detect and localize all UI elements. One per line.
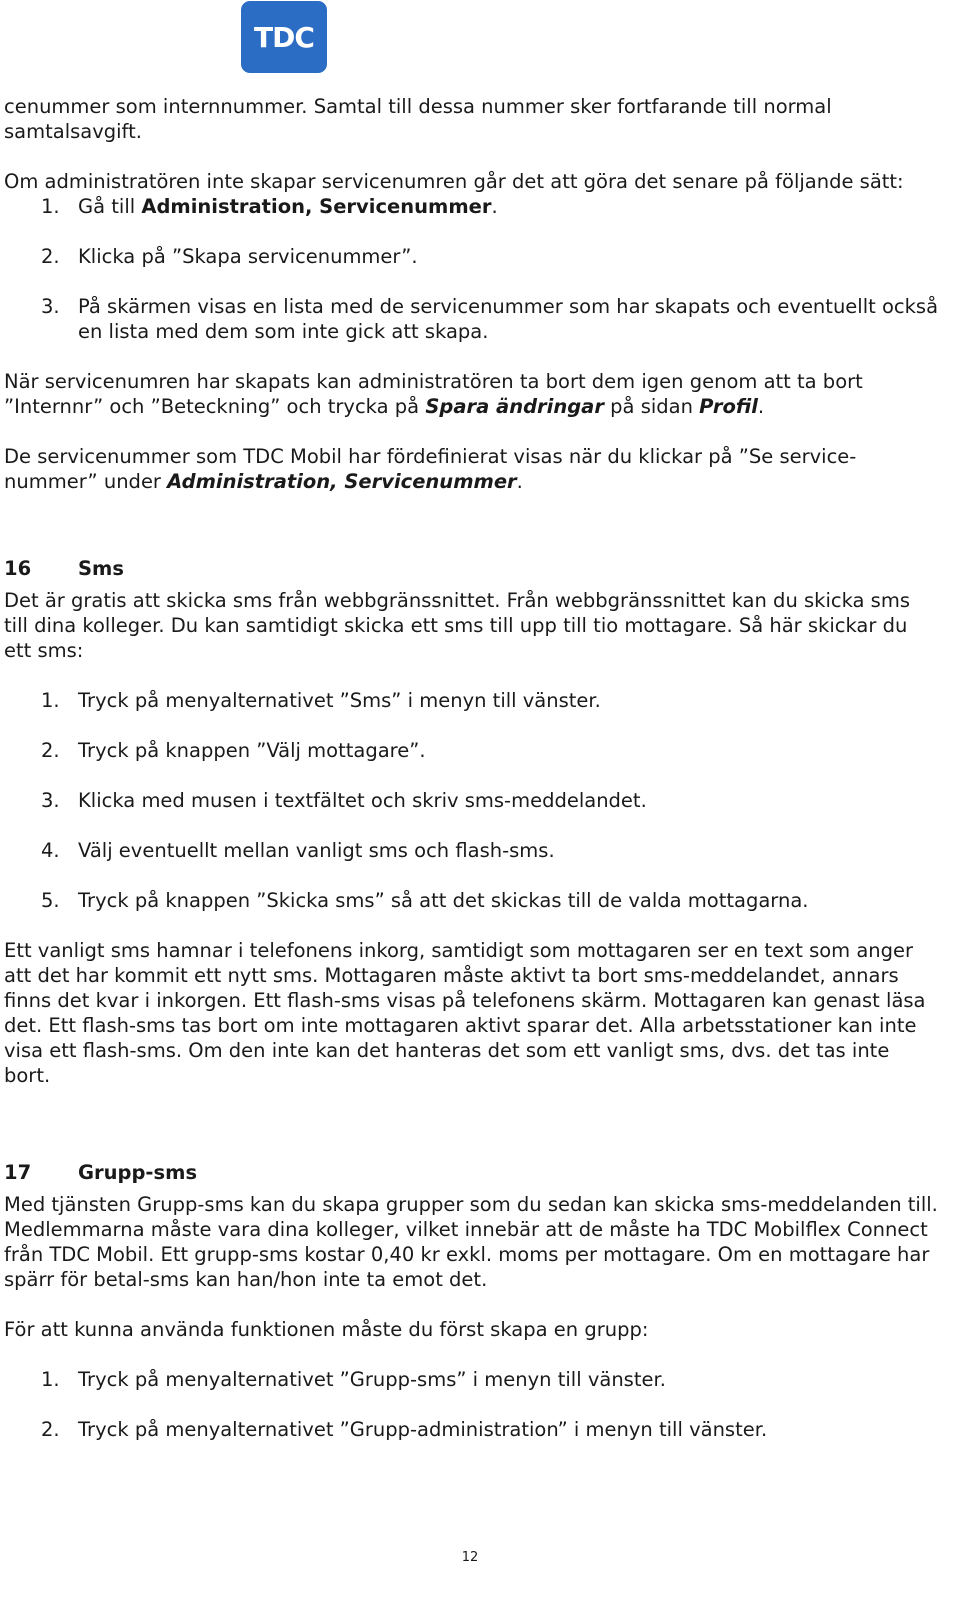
list-text: Tryck på menyalternativet ”Grupp-administration” i menyn till vänster. <box>78 1418 768 1441</box>
paragraph-sms-intro: Det är gratis att skicka sms från webbgränssnittet. Från webbgränssnittet kan du skicka sms till dina kolleger. Du kan samtidigt skicka ett sms till upp till tio mottagare. Så här skickar du ett sms: <box>4 589 910 662</box>
list-text: Tryck på menyalternativet ”Sms” i menyn till vänster. <box>78 689 601 712</box>
paragraph-grupp-lead: För att kunna använda funktionen måste du först skapa en grupp: <box>4 1318 649 1341</box>
list-number: 1. <box>41 1368 60 1391</box>
list-item <box>4 788 939 813</box>
list-text: Tryck på knappen ”Välj mottagare”. <box>78 739 426 762</box>
menu-path: Administration, Servicenummer <box>167 470 517 493</box>
text-part: När servicenumren har skapats kan administratören ta bort dem igen genom att ta bort ”Internnr” och ”Beteckning” och trycka på <box>4 370 863 418</box>
list-number: 2. <box>41 1418 60 1441</box>
list-grupp-steps <box>4 1367 939 1442</box>
list-item <box>4 294 939 344</box>
text-part: . <box>516 470 523 493</box>
list-item <box>4 1367 939 1392</box>
section-title: Sms <box>78 557 124 580</box>
text-part: De servicenummer som TDC Mobil har fördefinierat visas när du klickar på ”Se service-nummer” under <box>4 445 857 493</box>
menu-path: Administration, Servicenummer <box>141 195 492 218</box>
list-number: 2. <box>41 739 60 762</box>
paragraph-grupp-intro: Med tjänsten Grupp-sms kan du skapa grupper som du sedan kan skicka sms-meddelanden till. Medlemmarna måste vara dina kolleger, vilket innebär att de måste ha TDC Mobilflex Connect från TDC Mobil. Ett grupp-sms kostar 0,40 kr exkl. moms per mottagare. Om en mottagare har spärr för betal-sms kan han/hon inte ta emot det. <box>4 1193 938 1291</box>
document-body <box>4 94 939 1442</box>
text-part: . <box>757 395 765 418</box>
list-number: 3. <box>41 789 60 812</box>
paragraph-admin-later: Om administratören inte skapar servicenumren går det att göra det senare på följande sätt: <box>4 170 904 193</box>
paragraph-sms-body: Ett vanligt sms hamnar i telefonens inkorg, samtidigt som mottagaren ser en text som anger att det har kommit ett nytt sms. Mottagaren måste aktivt ta bort sms-meddelandet, annars finns det kvar i inkorgen. Ett flash-sms visas på telefonens skärm. Mottagaren kan genast läsa det. Ett flash-sms tas bort om inte mottagaren aktivt sparar det. Alla arbetsstationer kan inte visa ett flash-sms. Om den inte kan det hanteras det som ett vanligt sms, dvs. det tas inte bort. <box>4 939 926 1087</box>
list-item <box>4 838 939 863</box>
text-part: på sidan <box>603 395 700 418</box>
list-number: 3. <box>41 295 60 318</box>
list-number: 5. <box>41 889 60 912</box>
list-text: Klicka på ”Skapa servicenummer”. <box>78 245 418 268</box>
list-service-steps <box>4 194 939 344</box>
spara-andringar-label: Spara ändringar <box>425 395 604 418</box>
list-number: 1. <box>41 689 60 712</box>
list-item <box>4 738 939 763</box>
list-item <box>4 194 939 219</box>
section-number: 16 <box>4 557 32 580</box>
section-heading-grupp-sms <box>4 1160 939 1185</box>
list-text <box>78 194 939 219</box>
list-sms-steps <box>4 688 939 913</box>
list-text-part: Gå till <box>78 195 142 218</box>
page-number: 12 <box>461 1550 479 1565</box>
paragraph-remove-service <box>4 369 939 419</box>
list-text: Tryck på menyalternativet ”Grupp-sms” i menyn till vänster. <box>78 1368 666 1391</box>
list-text: På skärmen visas en lista med de servicenummer som har skapats och eventuellt också en lista med dem som inte gick att skapa. <box>78 295 939 343</box>
section-heading-sms <box>4 556 939 581</box>
list-number: 2. <box>41 245 60 268</box>
paragraph-predefined <box>4 444 939 494</box>
list-item <box>4 244 939 269</box>
list-number: 1. <box>41 195 60 218</box>
paragraph-intro: cenummer som internnummer. Samtal till dessa nummer sker fortfarande till normal samtalsavgift. <box>4 95 832 143</box>
list-text: Klicka med musen i textfältet och skriv sms-meddelandet. <box>78 789 647 812</box>
section-title: Grupp-sms <box>78 1161 198 1184</box>
list-text: Tryck på knappen ”Skicka sms” så att det skickas till de valda mottagarna. <box>78 889 809 912</box>
list-item <box>4 1417 939 1442</box>
section-number: 17 <box>4 1161 32 1184</box>
list-text-part: . <box>491 195 498 218</box>
list-text: Välj eventuellt mellan vanligt sms och flash-sms. <box>78 839 555 862</box>
logo-text: TDC <box>254 20 314 54</box>
list-item <box>4 688 939 713</box>
tdc-logo <box>241 1 327 73</box>
list-number: 4. <box>41 839 60 862</box>
profil-label: Profil <box>699 395 758 418</box>
list-item <box>4 888 939 913</box>
